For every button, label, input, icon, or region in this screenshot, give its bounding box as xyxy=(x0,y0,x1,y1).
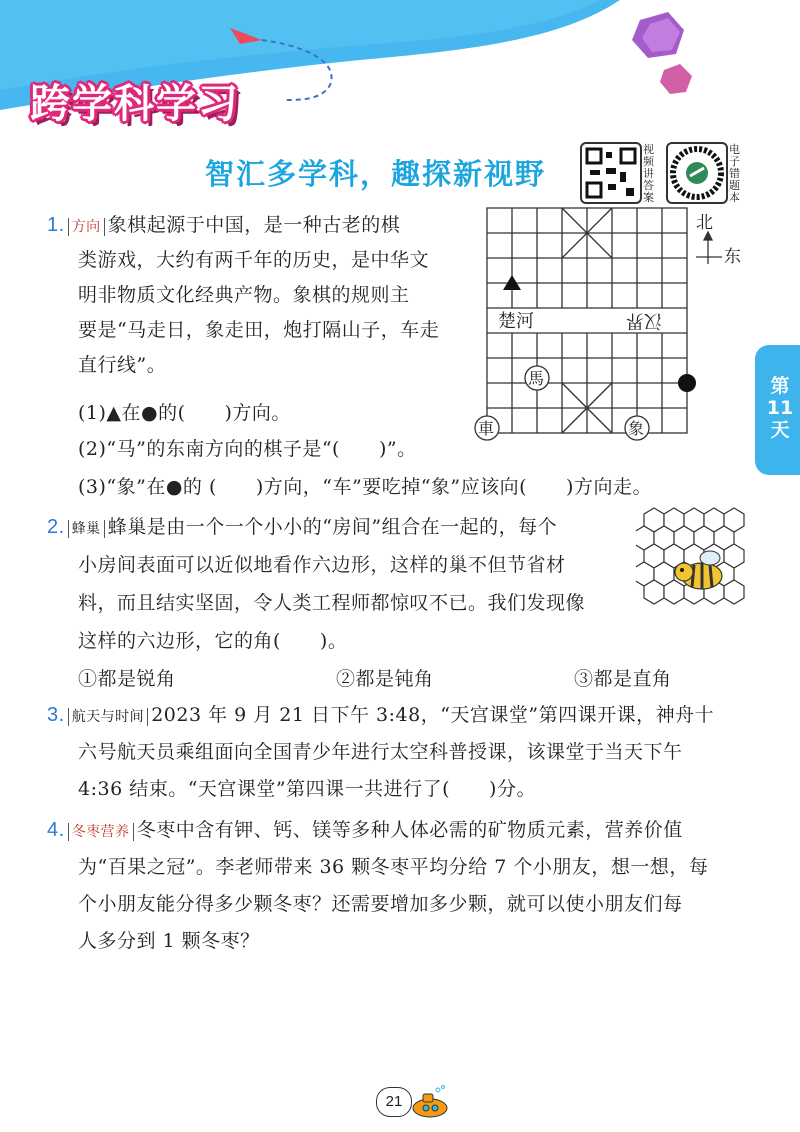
q1-line-1 xyxy=(47,210,400,237)
q3-line-1 xyxy=(47,700,714,727)
q1-line-2: 类游戏，大约有两千年的历史，是中华文 xyxy=(78,249,430,271)
q4-line-1 xyxy=(47,815,683,842)
river-left-label: 楚河 xyxy=(498,311,534,332)
dot-marker xyxy=(678,374,696,392)
q1-number: 1. xyxy=(47,214,65,236)
q1-tag: 方向 xyxy=(68,218,105,236)
q4-line-2: 为“百果之冠”。李老师带来 36 颗冬枣平均分给 7 个小朋友，想一想，每 xyxy=(78,856,709,878)
piece-elephant-label: 象 xyxy=(628,419,645,438)
q3-line-2: 六号航天员乘组面向全国青少年进行太空科普授课，该课堂于当天下午 xyxy=(78,741,683,763)
compass-east: 东 xyxy=(724,247,741,267)
q1-line-5: 直行线”。 xyxy=(78,354,167,376)
river-right-label: 汉界 xyxy=(626,310,662,331)
banner-title: 跨学科学习 xyxy=(30,81,240,127)
qr-code-round-icon xyxy=(668,144,726,202)
q2-option-1: ①都是锐角 xyxy=(78,668,176,690)
honeycomb-illustration xyxy=(636,506,746,610)
qr-label-video: 视频讲答案 xyxy=(643,143,654,204)
q1-sub1: (1)▲在●的( )方向。 xyxy=(78,402,291,424)
q2-text-line: 蜂巢是由一个一个小小的“房间”组合在一起的，每个 xyxy=(107,516,558,538)
q3-text-line: 2023 年 9 月 21 日下午 3:48，“天宫课堂”第四课开课，神舟十 xyxy=(151,704,715,726)
qr-label-error-book: 电子错题本 xyxy=(729,143,740,204)
q4-line-3: 个小朋友能分得多少颗冬枣？还需要增加多少颗，就可以使小朋友们每 xyxy=(78,893,683,915)
page-number: 21 xyxy=(376,1087,412,1117)
day-tab-top: 第 xyxy=(770,375,790,397)
q3-tag: 航天与时间 xyxy=(68,708,149,726)
xiangqi-board xyxy=(470,200,750,460)
q2-line-2: 小房间表面可以近似地看作六边形，这样的巢不但节省材 xyxy=(78,554,566,576)
compass-north: 北 xyxy=(696,213,713,233)
qr-code-error-book[interactable] xyxy=(666,142,728,204)
q2-tag: 蜂巢 xyxy=(68,520,105,538)
q4-line-4: 人多分到 1 颗冬枣？ xyxy=(78,930,260,952)
q3-line-3: 4:36 结束。“天宫课堂”第四课一共进行了( )分。 xyxy=(78,778,536,800)
qr-code-icon xyxy=(582,144,640,202)
q1-text-line: 象棋起源于中国，是一种古老的棋 xyxy=(107,214,401,236)
q3-number: 3. xyxy=(47,704,65,726)
q1-line-4: 要是“马走日，象走田，炮打隔山子，车走 xyxy=(78,319,440,341)
day-tab-bottom: 天 xyxy=(770,419,790,441)
q2-line-3: 料，而且结实坚固，令人类工程师都惊叹不已。我们发现像 xyxy=(78,592,586,614)
q2-line-1 xyxy=(47,512,557,539)
piece-chariot-label: 車 xyxy=(478,419,495,438)
gem-small-icon xyxy=(660,64,692,94)
q2-number: 2. xyxy=(47,516,65,538)
q2-option-2: ②都是钝角 xyxy=(336,668,434,690)
day-tab-number: 11 xyxy=(766,397,794,419)
qr-code-video[interactable] xyxy=(580,142,642,204)
q1-sub3: (3)“象”在●的 ( )方向，“车”要吃掉“象”应该向( )方向走。 xyxy=(78,476,652,498)
q4-number: 4. xyxy=(47,819,65,841)
q4-text-line: 冬枣中含有钾、钙、镁等多种人体必需的矿物质元素，营养价值 xyxy=(136,819,683,841)
day-side-tab xyxy=(755,345,800,475)
q1-line-3: 明非物质文化经典产物。象棋的规则主 xyxy=(78,284,410,306)
q2-line-4: 这样的六边形，它的角( )。 xyxy=(78,630,348,652)
q4-tag: 冬枣营养 xyxy=(68,823,134,841)
q1-sub2: (2)“马”的东南方向的棋子是“( )”。 xyxy=(78,438,417,460)
q2-option-3: ③都是直角 xyxy=(574,668,672,690)
submarine-icon xyxy=(408,1084,454,1120)
page-subtitle: 智汇多学科，趣探新视野 xyxy=(205,157,547,191)
piece-horse-label: 馬 xyxy=(528,369,545,388)
compass-icon xyxy=(696,232,722,264)
